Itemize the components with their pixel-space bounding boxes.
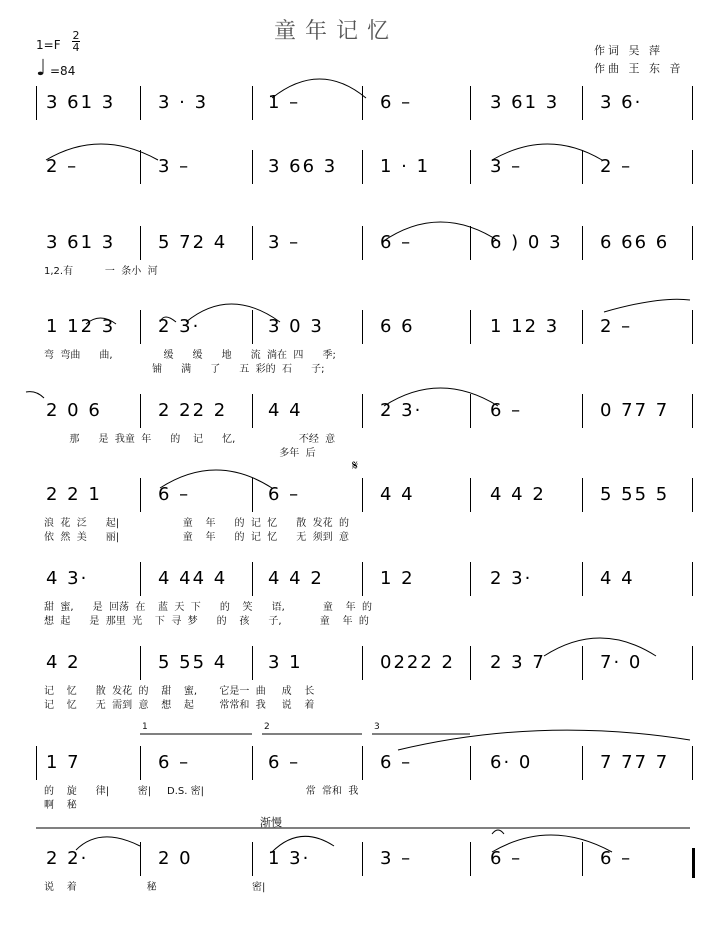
barline bbox=[582, 646, 583, 680]
measure-notes: 1 – bbox=[268, 92, 301, 113]
barline bbox=[582, 562, 583, 596]
barline bbox=[140, 150, 141, 184]
score-row bbox=[0, 816, 724, 893]
barline bbox=[362, 562, 363, 596]
barline bbox=[36, 86, 37, 120]
barline bbox=[582, 842, 583, 876]
measure-notes: 6 66 6 bbox=[600, 232, 670, 253]
barline bbox=[362, 86, 363, 120]
barline bbox=[692, 746, 693, 780]
lyric-line-1: 的 旋 律| 密| D.S. 密| 常 常和 我 bbox=[44, 786, 359, 797]
measure-notes: 6 – bbox=[380, 232, 413, 253]
tempo-mark: 渐慢 bbox=[260, 816, 282, 829]
barline bbox=[362, 310, 363, 344]
tempo-value: =84 bbox=[50, 64, 76, 78]
measure-notes: 1 3· bbox=[268, 848, 311, 869]
barline bbox=[692, 86, 693, 120]
key-signature: 1=F bbox=[36, 38, 61, 52]
barline bbox=[252, 562, 253, 596]
measure-notes: 5 55 4 bbox=[158, 652, 228, 673]
measure-notes: 3 – bbox=[268, 232, 301, 253]
measure-notes: 1 12 3 bbox=[490, 316, 560, 337]
barline bbox=[362, 394, 363, 428]
barline bbox=[362, 478, 363, 512]
measure-notes: 4 4 bbox=[380, 484, 415, 505]
barline bbox=[252, 394, 253, 428]
measure-notes: 6 – bbox=[490, 400, 523, 421]
measure-notes: 1 12 3 bbox=[46, 316, 116, 337]
song-title: 童年记忆 bbox=[274, 19, 399, 44]
lyric-line-1: 甜 蜜, 是 回荡 在 蓝 天 下 的 笑 语, 童 年 的 bbox=[44, 602, 373, 613]
barline bbox=[692, 478, 693, 512]
lyric-line-1: 说 着 秘 密| bbox=[44, 882, 266, 893]
measure-notes: 3 61 3 bbox=[490, 92, 560, 113]
measure-notes: 4 4 2 bbox=[268, 568, 324, 589]
barline bbox=[692, 150, 693, 184]
measure-notes: 6 – bbox=[380, 92, 413, 113]
score-row bbox=[0, 722, 724, 811]
barline bbox=[692, 394, 693, 428]
barline bbox=[582, 478, 583, 512]
measure-notes: 3 – bbox=[158, 156, 191, 177]
measure-notes: 4 2 bbox=[46, 652, 81, 673]
measure-notes: 3 61 3 bbox=[46, 232, 116, 253]
volta-number: 3 bbox=[374, 722, 380, 732]
measure-notes: 3 1 bbox=[268, 652, 303, 673]
measure-notes: 4 4 bbox=[600, 568, 635, 589]
measure-notes: 0222 2 bbox=[380, 652, 455, 673]
barline bbox=[140, 562, 141, 596]
measure-notes: 3 · 3 bbox=[158, 92, 209, 113]
measure-notes: 3 61 3 bbox=[46, 92, 116, 113]
measure-notes: 0 77 7 bbox=[600, 400, 670, 421]
measure-notes: 3 66 3 bbox=[268, 156, 338, 177]
measure-notes: 1 7 bbox=[46, 752, 81, 773]
measure-notes: 6 – bbox=[268, 484, 301, 505]
barline bbox=[252, 646, 253, 680]
measure-notes: 2 22 2 bbox=[158, 400, 228, 421]
barline bbox=[252, 842, 253, 876]
barline bbox=[140, 226, 141, 260]
measure-notes: 1 2 bbox=[380, 568, 415, 589]
measure-notes: 6 6 bbox=[380, 316, 415, 337]
barline bbox=[252, 310, 253, 344]
fermata-icon bbox=[492, 830, 504, 834]
barline bbox=[252, 150, 253, 184]
measure-notes: 3 0 3 bbox=[268, 316, 324, 337]
barline bbox=[582, 150, 583, 184]
barline bbox=[470, 562, 471, 596]
barline bbox=[140, 310, 141, 344]
measure-notes: 7· 0 bbox=[600, 652, 643, 673]
barline bbox=[470, 746, 471, 780]
barline bbox=[140, 478, 141, 512]
lyric-line-2: 铺 满 了 五 彩的 石 子; bbox=[44, 364, 325, 375]
score-row bbox=[0, 310, 724, 375]
barline bbox=[252, 226, 253, 260]
measure-notes: 6 – bbox=[490, 848, 523, 869]
barline bbox=[692, 226, 693, 260]
barline bbox=[362, 646, 363, 680]
barline bbox=[692, 310, 693, 344]
lyric-line-2: 想 起 是 那里 光 下 寻 梦 的 孩 子, 童 年 的 bbox=[44, 616, 369, 627]
barline bbox=[140, 86, 141, 120]
measure-notes: 2 – bbox=[46, 156, 79, 177]
time-signature: 2 4 bbox=[72, 29, 80, 54]
volta-number: 1 bbox=[142, 722, 148, 732]
lyric-line-1: 浪 花 泛 起| 童 年 的 记 忆 散 发花 的 bbox=[44, 518, 350, 529]
segno-icon: 𝄋 bbox=[352, 458, 359, 474]
barline bbox=[140, 394, 141, 428]
measure-notes: 2 0 bbox=[158, 848, 193, 869]
score-row bbox=[0, 478, 724, 543]
measure-notes: 4 3· bbox=[46, 568, 89, 589]
barline bbox=[140, 746, 141, 780]
lyric-line-2: 记 忆 无 需到 意 想 起 常常和 我 说 着 bbox=[44, 700, 315, 711]
barline bbox=[470, 226, 471, 260]
barline bbox=[362, 746, 363, 780]
measure-notes: 2 0 6 bbox=[46, 400, 102, 421]
barline bbox=[582, 394, 583, 428]
measure-notes: 6 – bbox=[268, 752, 301, 773]
barline bbox=[252, 478, 253, 512]
measure-notes: 5 55 5 bbox=[600, 484, 670, 505]
score-row bbox=[0, 562, 724, 627]
measure-notes: 3 – bbox=[380, 848, 413, 869]
composer-credit: 作曲 王 东 音 bbox=[594, 62, 684, 75]
barline bbox=[252, 746, 253, 780]
barline bbox=[582, 310, 583, 344]
measure-notes: 2 2· bbox=[46, 848, 89, 869]
barline bbox=[470, 394, 471, 428]
measure-notes: 6 – bbox=[600, 848, 633, 869]
lyric-line-1: 弯 弯曲 曲, 缓 缓 地 流 淌在 四 季; bbox=[44, 350, 336, 361]
measure-notes: 7 77 7 bbox=[600, 752, 670, 773]
measure-notes: 2 2 1 bbox=[46, 484, 102, 505]
barline bbox=[692, 562, 693, 596]
barline bbox=[140, 646, 141, 680]
measure-notes: 2 3· bbox=[158, 316, 201, 337]
measure-notes: 4 44 4 bbox=[158, 568, 228, 589]
barline bbox=[362, 150, 363, 184]
barline bbox=[692, 646, 693, 680]
barline bbox=[36, 746, 37, 780]
measure-notes: 2 – bbox=[600, 316, 633, 337]
measure-notes: 2 3· bbox=[490, 568, 533, 589]
measure-notes: 2 – bbox=[600, 156, 633, 177]
lyric-line-2: 啊 秘 bbox=[44, 800, 77, 811]
barline bbox=[470, 478, 471, 512]
barline bbox=[470, 310, 471, 344]
measure-notes: 6 – bbox=[158, 484, 191, 505]
measure-notes: 4 4 bbox=[268, 400, 303, 421]
measure-notes: 2 3 7 bbox=[490, 652, 546, 673]
measure-notes: 5 72 4 bbox=[158, 232, 228, 253]
barline bbox=[252, 86, 253, 120]
score-row bbox=[0, 226, 724, 277]
score-row bbox=[0, 646, 724, 711]
barline bbox=[582, 746, 583, 780]
score-row bbox=[0, 394, 724, 459]
score-row bbox=[0, 150, 724, 190]
barline bbox=[470, 150, 471, 184]
measure-notes: 6 ) 0 3 bbox=[490, 232, 563, 253]
volta-number: 2 bbox=[264, 722, 270, 732]
measure-notes: 6· 0 bbox=[490, 752, 533, 773]
measure-notes: 1 · 1 bbox=[380, 156, 431, 177]
measure-notes: 3 6· bbox=[600, 92, 643, 113]
lyric-line-1: 1,2.有 一 条小 河 bbox=[44, 266, 158, 277]
measure-notes: 4 4 2 bbox=[490, 484, 546, 505]
lyric-line-2: 依 然 美 丽| 童 年 的 记 忆 无 须到 意 bbox=[44, 532, 350, 543]
barline bbox=[470, 86, 471, 120]
barline bbox=[362, 842, 363, 876]
measure-notes: 6 – bbox=[158, 752, 191, 773]
score-row bbox=[0, 86, 724, 126]
barline bbox=[362, 226, 363, 260]
lyric-line-2: 多年 后 bbox=[44, 448, 316, 459]
lyric-line-1: 记 忆 散 发花 的 甜 蜜, 它是一 曲 成 长 bbox=[44, 686, 315, 697]
lyricist-credit: 作词 吴 萍 bbox=[594, 44, 663, 57]
lyric-line-1: 那 是 我童 年 的 记 忆, 不经 意 bbox=[44, 434, 336, 445]
barline bbox=[470, 646, 471, 680]
barline bbox=[470, 842, 471, 876]
barline bbox=[582, 86, 583, 120]
measure-notes: 2 3· bbox=[380, 400, 423, 421]
barline bbox=[582, 226, 583, 260]
barline bbox=[140, 842, 141, 876]
measure-notes: 6 – bbox=[380, 752, 413, 773]
quarter-note-icon: ♩ bbox=[36, 56, 47, 81]
measure-notes: 3 – bbox=[490, 156, 523, 177]
